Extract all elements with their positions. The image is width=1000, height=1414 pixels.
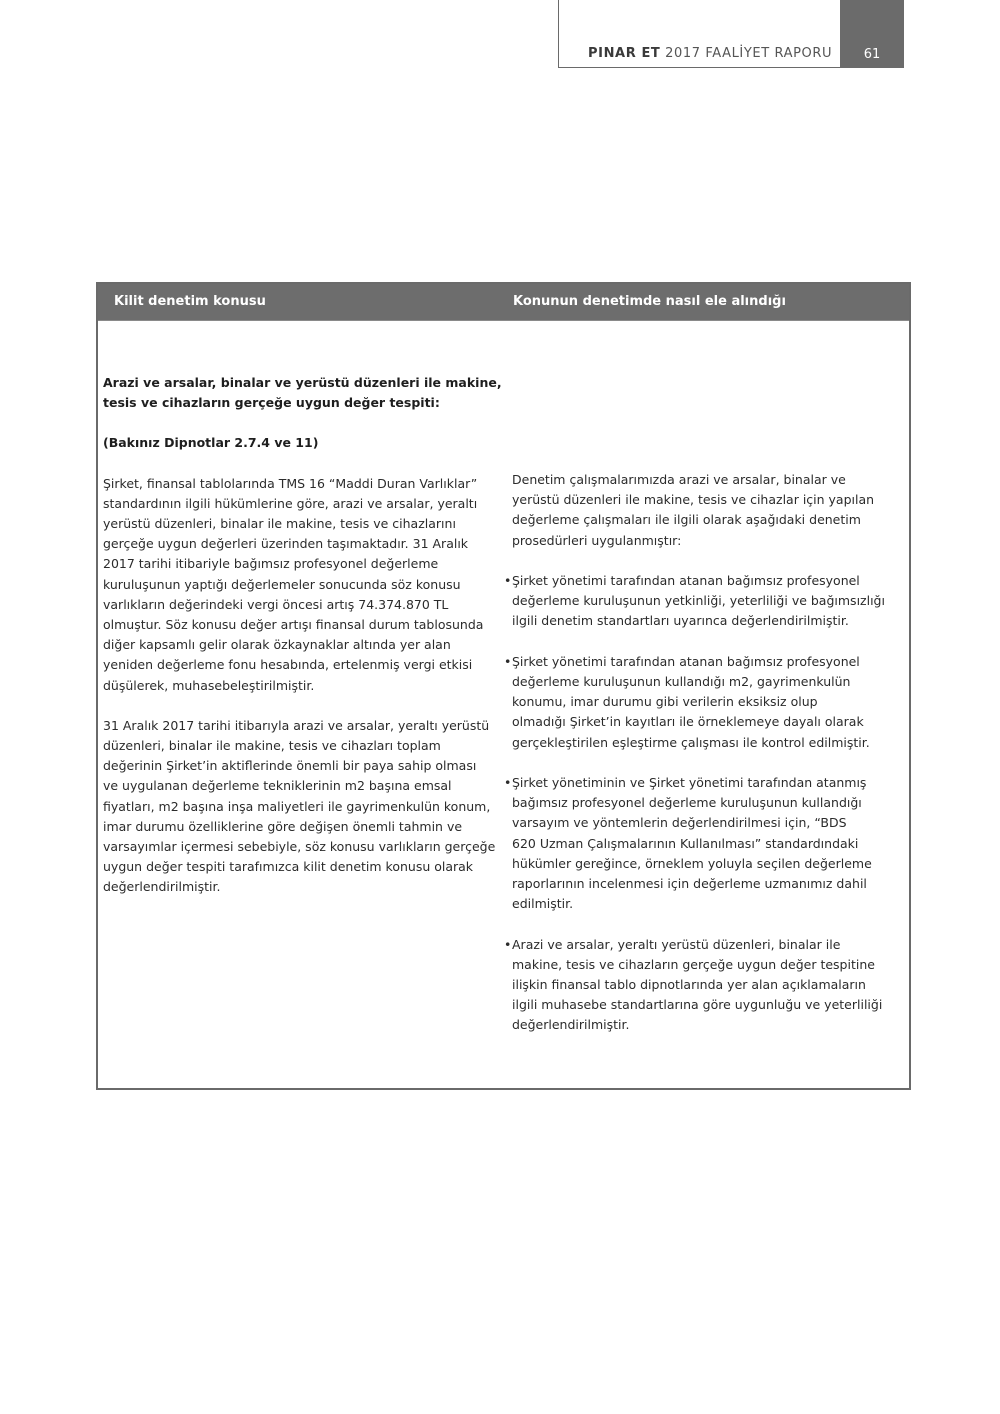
text-line: standardının ilgili hükümlerine göre, arazi ve arsalar, yeraltı [103, 495, 478, 511]
text-line: Arazi ve arsalar, yeraltı yerüstü düzenleri, binalar ile [512, 936, 841, 952]
left-column [103, 373, 503, 898]
text-line: yerüstü düzenleri, binalar ile makine, tesis ve cihazlarını [103, 516, 456, 532]
text-line: diğer kapsamlı gelir olarak özkaynaklar altında yer alan [103, 637, 451, 653]
procedure-bullet-2 [504, 652, 892, 753]
procedure-bullet-1 [504, 571, 892, 632]
text-line: değerlendirilmiştir. [103, 879, 221, 895]
note-reference: (Bakınız Dipnotlar 2.7.4 ve 11) [103, 435, 319, 451]
text-line: gerçeğe uygun değerleri üzerinden taşımaktadır. 31 Aralık [103, 536, 469, 552]
text-line: Denetim çalışmalarımızda arazi ve arsalar, binalar ve [512, 472, 846, 487]
right-column [504, 470, 892, 1036]
text-line: bağımsız profesyonel değerleme kuruluşunun kullandığı [512, 795, 862, 811]
text-line: gerçekleştirilen eşleştirme çalışması ile kontrol edilmiştir. [512, 734, 870, 750]
text-line: değerlendirilmiştir. [512, 1017, 630, 1033]
text-line: hükümler gereğince, örneklem yoluyla seçilen değerleme [512, 855, 872, 871]
text-line: 620 Uzman Çalışmalarının Kullanılması” standardındaki [512, 835, 859, 851]
text-line: Şirket yönetimi tarafından atanan bağımsız profesyonel [512, 573, 860, 588]
procedure-bullet-4 [504, 935, 892, 1036]
key-audit-matters-table [96, 282, 911, 1090]
text-line: 31 Aralık 2017 tarihi itibarıyla arazi ve arsalar, yeraltı yerüstü [103, 717, 490, 733]
text-line: varlıkların değerindeki vergi öncesi artış 74.374.870 TL [103, 596, 449, 612]
text-line: ilgili muhasebe standartlarına göre uygunluğu ve yeterliliği [512, 997, 883, 1013]
text-line: yerüstü düzenleri ile makine, tesis ve cihazlar için yapılan [512, 492, 875, 508]
text-line: varsayım ve yöntemlerin değerlendirilmesi için, “BDS [512, 815, 847, 831]
text-line: Şirket yönetimi tarafından atanan bağımsız profesyonel [512, 653, 860, 669]
text-line: imar durumu özelliklerine göre değişen önemli tahmin ve [103, 818, 463, 834]
text-line: ve uygulanan değerleme tekniklerinin m2 başına emsal [103, 778, 452, 794]
text-line: kuruluşunun yaptığı değerlemeler sonucunda söz konusu [103, 576, 461, 592]
procedure-bullet-3 [504, 773, 892, 914]
text-line: Şirket yönetiminin ve Şirket yönetimi tarafından atanmış [512, 775, 867, 790]
text-line: olmuştur. Söz konusu değer artışı finansal durum tablosunda [103, 617, 484, 633]
text-line: makine, tesis ve cihazların gerçeğe uygun değer tespitine [512, 956, 875, 972]
bullet-icon: • [504, 936, 512, 952]
text-line: ilişkin finansal tablo dipnotlarında yer alan açıklamaların [512, 977, 866, 993]
bullet-icon: • [504, 573, 512, 588]
procedures-intro [512, 470, 892, 551]
report-name: 2017 FAALİYET RAPORU [665, 46, 833, 61]
text-line: düzenleri, binalar ile makine, tesis ve cihazları toplam [103, 738, 441, 754]
text-line: varsayımlar içermesi sebebiyle, söz konusu varlıkların gerçeğe [103, 839, 496, 855]
matter-title-line: tesis ve cihazların gerçeğe uygun değer tespiti: [103, 395, 440, 411]
bullet-icon: • [504, 775, 512, 790]
text-line: uygun değer tespiti tarafımızca kilit denetim konusu olarak [103, 859, 474, 875]
matter-paragraph-2 [103, 716, 503, 898]
text-line: değerinin Şirket’in aktiflerinde önemli bir paya sahip olması [103, 758, 477, 774]
page-number: 61 [840, 0, 904, 68]
text-line: düşülerek, muhasebeleştirilmiştir. [103, 677, 315, 693]
matter-title-line: Arazi ve arsalar, binalar ve yerüstü düzenleri ile makine, [103, 375, 502, 390]
column-header-key-matter: Kilit denetim konusu [114, 294, 266, 309]
text-line: konumu, imar durumu gibi verilerin eksiksiz olup [512, 694, 818, 710]
report-title [588, 46, 832, 61]
matter-title [103, 373, 503, 413]
text-line: değerleme çalışmaları ile ilgili olarak aşağıdaki denetim [512, 512, 861, 528]
brand-name: PINAR ET [588, 46, 661, 61]
text-line: olmadığı Şirket’in kayıtları ile örneklemeye dayalı olarak [512, 714, 864, 730]
text-line: değerleme kuruluşunun yetkinliği, yeterliliği ve bağımsızlığı [512, 593, 885, 609]
matter-paragraph-1 [103, 474, 503, 696]
text-line: değerleme kuruluşunun kullandığı m2, gayrimenkulün [512, 674, 851, 689]
text-line: ilgili denetim standartları uyarınca değerlendirilmiştir. [512, 613, 849, 629]
text-line: Şirket, finansal tablolarında TMS 16 “Maddi Duran Varlıklar” [103, 475, 478, 491]
text-line: edilmiştir. [512, 896, 574, 912]
bullet-icon: • [504, 653, 512, 669]
text-line: fiyatları, m2 başına inşa maliyetleri ile gayrimenkulün konum, [103, 798, 491, 814]
text-line: yeniden değerleme fonu hesabında, ertelenmiş vergi etkisi [103, 657, 473, 673]
text-line: prosedürleri uygulanmıştır: [512, 532, 682, 548]
text-line: 2017 tarihi itibariyle bağımsız profesyonel değerleme [103, 556, 439, 572]
text-line: raporlarının incelenmesi için değerleme uzmanımız dahil [512, 876, 867, 892]
table-header [98, 284, 909, 320]
column-header-audit-approach: Konunun denetimde nasıl ele alındığı [513, 294, 786, 309]
header-divider [98, 320, 909, 321]
